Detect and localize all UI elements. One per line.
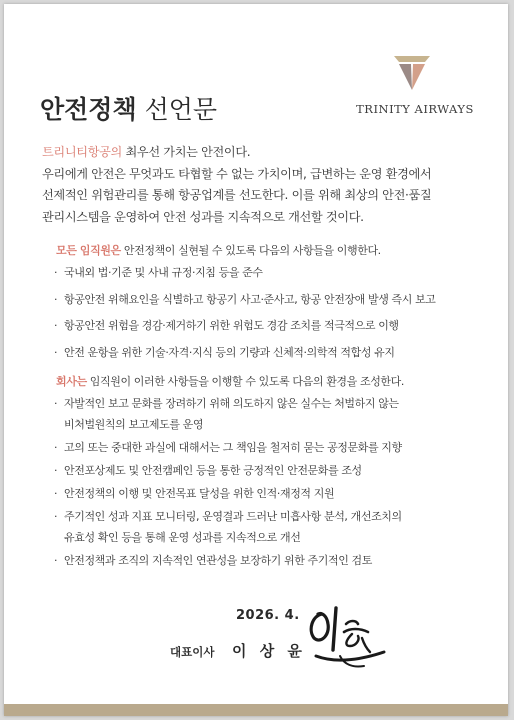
section-highlight: 회사는 <box>56 375 87 388</box>
section-highlight: 모든 임직원은 <box>56 244 121 257</box>
list-item-text: 항공안전 위험을 경감·제거하기 위한 위험도 경감 조치를 적극적으로 이행 <box>64 319 399 332</box>
title-rest: 선언문 <box>144 95 218 124</box>
list-item-text: 주기적인 성과 지표 모니터링, 운영결과 드러난 미흡사항 분석, 개선조치의 <box>64 510 402 523</box>
company-commitments-list <box>42 397 492 568</box>
list-item-text: 안전정책의 이행 및 안전목표 달성을 위한 인적·재정적 지원 <box>64 487 335 500</box>
list-item-text: 안전포상제도 및 안전캠페인 등을 통한 긍정적인 안전문화를 조성 <box>64 464 362 477</box>
company-commitments-section <box>42 373 492 577</box>
list-item <box>42 487 492 501</box>
bullet: · <box>54 292 58 306</box>
bullet: · <box>54 345 58 359</box>
list-item <box>42 397 492 432</box>
company-logo <box>356 54 474 124</box>
list-item-text: 자발적인 보고 문화를 장려하기 위해 의도하지 않은 실수는 처벌하지 않는 <box>64 397 399 410</box>
list-item-text: 안전정책과 조직의 지속적인 연관성을 보장하기 위한 주기적인 검토 <box>64 554 373 567</box>
bullet: · <box>54 554 58 567</box>
list-item <box>42 319 492 344</box>
page-title <box>40 90 217 126</box>
list-item <box>42 293 492 318</box>
employee-duties-list <box>42 266 492 370</box>
signer-role: 대표이사 <box>170 645 215 659</box>
section-heading <box>56 373 492 395</box>
bullet: · <box>54 487 58 500</box>
list-item-text: 안전 운항을 위한 기술·자격·지식 등의 기량과 신체적·의학적 적합성 유지 <box>64 345 395 359</box>
intro-paragraph <box>42 142 492 228</box>
list-item-continuation: 비처벌원칙의 보고제도를 운영 <box>64 418 204 431</box>
intro-line-1-rest: 최우선 가치는 안전이다. <box>121 145 251 159</box>
bullet: · <box>54 510 58 523</box>
list-item <box>42 266 492 291</box>
list-item <box>42 554 492 568</box>
bullet: · <box>54 319 58 332</box>
intro-line-1 <box>42 142 492 164</box>
section-heading-rest: 안전정책이 실현될 수 있도록 다음의 사항들을 이행한다. <box>120 244 381 257</box>
declaration-date: 2026. 4. <box>236 608 300 623</box>
bullet: · <box>54 441 58 454</box>
intro-line-3: 선제적인 위험관리를 통해 항공업계를 선도한다. 이를 위해 최상의 안전·품질 <box>42 188 432 202</box>
signature-icon <box>300 606 392 672</box>
list-item <box>42 441 492 455</box>
signer-name: 이 상 윤 <box>232 642 306 660</box>
intro-line-4: 관리시스템을 운영하여 안전 성과를 지속적으로 개선할 것이다. <box>42 209 364 224</box>
section-heading <box>56 242 492 264</box>
bullet: · <box>54 266 58 279</box>
list-item-text: 고의 또는 중대한 과실에 대해서는 그 책임을 철저히 묻는 공정문화를 지향 <box>64 441 402 454</box>
title-bold: 안전정책 <box>40 95 137 124</box>
list-item <box>42 510 492 545</box>
list-item-continuation: 유효성 확인 등을 통해 운영 성과를 지속적으로 개선 <box>64 531 301 544</box>
list-item <box>42 464 492 478</box>
footer-band <box>4 704 508 716</box>
document-page <box>4 4 508 716</box>
bullet: · <box>54 397 58 410</box>
logo-text: TRINITY AIRWAYS <box>356 102 474 116</box>
section-heading-rest: 임직원이 이러한 사항들을 이행할 수 있도록 다음의 환경을 조성한다. <box>86 375 404 388</box>
trinity-triangle-icon <box>392 54 432 92</box>
list-item-text: 항공안전 위해요인을 식별하고 항공기 사고·준사고, 항공 안전장애 발생 즉시 보고 <box>64 292 436 306</box>
list-item-text: 국내외 법·기준 및 사내 규정·지침 등을 준수 <box>64 266 263 279</box>
intro-line-2: 우리에게 안전은 무엇과도 타협할 수 없는 가치이며, 급변하는 운영 환경에서 <box>42 166 432 181</box>
employee-duties-section <box>42 242 492 370</box>
bullet: · <box>54 464 58 477</box>
intro-highlight: 트리니티항공의 <box>42 145 122 159</box>
list-item <box>42 346 492 371</box>
